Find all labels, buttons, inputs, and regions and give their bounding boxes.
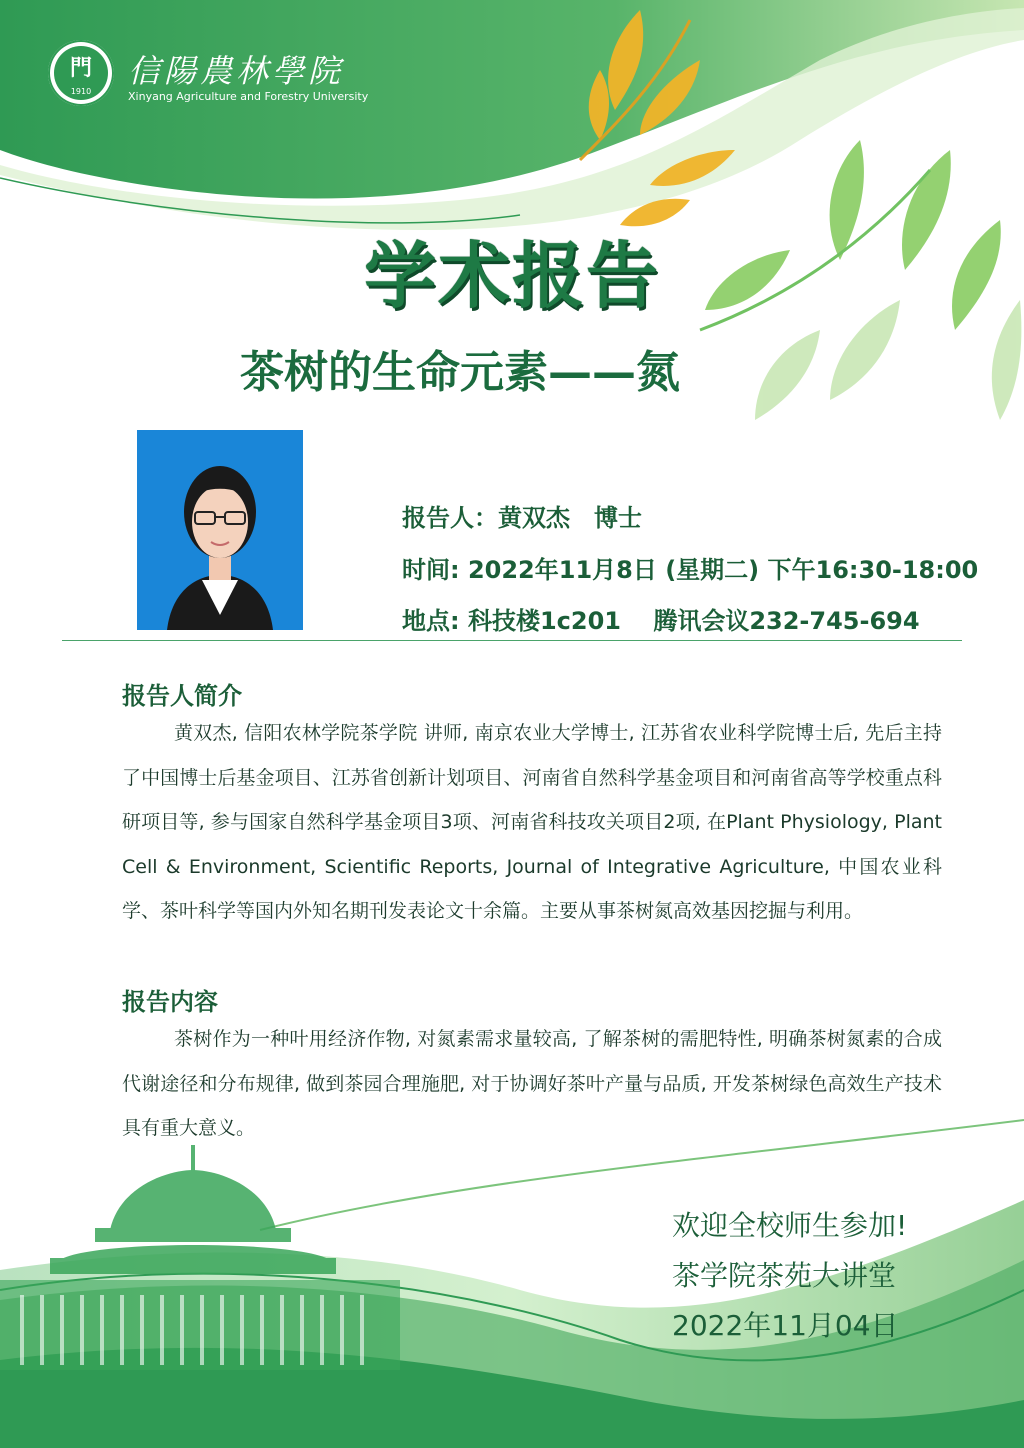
speaker-photo (137, 430, 303, 630)
bio-text: 黄双杰, 信阳农林学院茶学院 讲师, 南京农业大学博士, 江苏省农业科学院博士后, 先后主持了中国博士后基金项目、江苏省创新计划项目、河南省自然科学基金项目和河南省高等学校重点科研项目等, 参与国家自然科学基金项目3项、河南省科技攻关项目2项, 在Plant Physiology, Plant Cell & Environment, Scientific Reports, Journal of Integrative Agriculture, 中国农业科学、茶叶科学等国内外知名期刊发表论文十余篇。主要从事茶树氮高效基因挖掘与利用。 (122, 722, 942, 922)
university-name-en: Xinyang Agriculture and Forestry University (128, 90, 369, 103)
emblem-year: 1910 (70, 87, 92, 96)
content-heading: 报告内容 (122, 988, 218, 1016)
university-emblem-icon: 門 1910 (48, 40, 114, 106)
bio-heading: 报告人简介 (122, 682, 242, 710)
issue-date: 2022年11月04日 (672, 1309, 899, 1342)
page-title: 学术报告 (363, 234, 660, 318)
report-time: 时间: 2022年11月8日 (星期二) 下午16:30-18:00 (402, 556, 979, 584)
organizer-text: 茶学院茶苑大讲堂 (672, 1259, 897, 1292)
university-logo (48, 40, 369, 110)
content-text: 茶树作为一种叶用经济作物, 对氮素需求量较高, 了解茶树的需肥特性, 明确茶树氮素的合成代谢途径和分布规律, 做到茶园合理施肥, 对于协调好茶叶产量与品质, 开发茶树绿色高效生产技术具有重大意义。 (122, 1028, 942, 1139)
university-name-cn: 信陽農林學院 (128, 52, 345, 90)
speaker-name: 报告人：黄双杰 博士 (402, 504, 642, 532)
report-location: 地点: 科技楼1c201 腾讯会议232-745-694 (402, 607, 920, 635)
report-subtitle: 茶树的生命元素——氮 (240, 347, 680, 398)
welcome-text: 欢迎全校师生参加! (672, 1209, 908, 1242)
divider (62, 640, 962, 641)
